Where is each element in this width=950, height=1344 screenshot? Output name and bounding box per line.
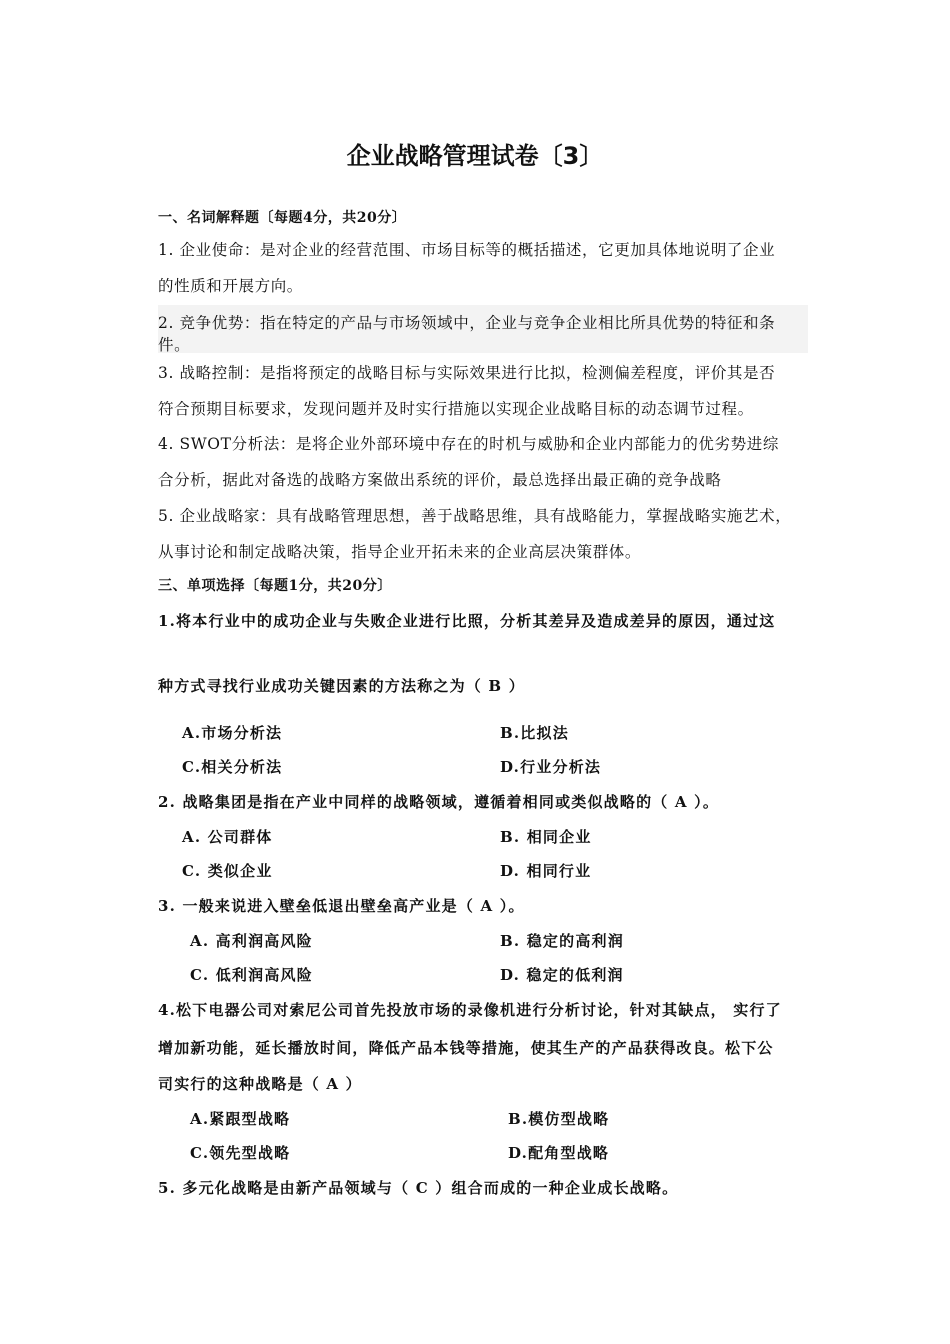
question-4-option-d: D.配角型战略 bbox=[508, 1144, 610, 1162]
term-3-line-2: 符合预期目标要求，发现问题并及时实行措施以实现企业战略目标的动态调节过程。 bbox=[158, 400, 754, 418]
question-1-option-a: A.市场分析法 bbox=[182, 724, 283, 742]
question-4-line-3: 司实行的这种战略是（ A ） bbox=[158, 1075, 362, 1093]
term-1-line-2: 的性质和开展方向。 bbox=[158, 277, 303, 295]
question-3-line-1: 3. 一般来说进入壁垒低退出壁垒高产业是（ A ）。 bbox=[158, 897, 525, 915]
question-2-option-d: D. 相同行业 bbox=[500, 862, 592, 880]
term-4-line-1: 4. SWOT分析法：是将企业外部环境中存在的时机与威胁和企业内部能力的优劣势进综 bbox=[158, 435, 779, 453]
question-1-option-d: D.行业分析法 bbox=[500, 758, 602, 776]
question-3-option-b: B. 稳定的高利润 bbox=[500, 932, 624, 950]
term-2-line-2: 件。 bbox=[158, 336, 191, 354]
question-2-option-b: B. 相同企业 bbox=[500, 828, 592, 846]
question-5-line-1: 5. 多元化战略是由新产品领域与（ C ）组合而成的一种企业成长战略。 bbox=[158, 1179, 679, 1197]
term-4-line-2: 合分析，据此对备选的战略方案做出系统的评价，最总选择出最正确的竞争战略 bbox=[158, 471, 722, 489]
question-3-option-c: C. 低利润高风险 bbox=[190, 966, 313, 984]
term-5-line-1: 5. 企业战略家：具有战略管理思想，善于战略思维，具有战略能力，掌握战略实施艺术， bbox=[158, 507, 792, 525]
question-4-line-2: 增加新功能，延长播放时间，降低产品本钱等措施，使其生产的产品获得改良。松下公 bbox=[158, 1039, 774, 1057]
page-title: 企业战略管理试卷〔3〕 bbox=[346, 142, 604, 170]
question-4-option-b: B.模仿型战略 bbox=[508, 1110, 610, 1128]
term-3-line-1: 3. 战略控制：是指将预定的战略目标与实际效果进行比拟，检测偏差程度，评价其是否 bbox=[158, 364, 776, 382]
question-1-line-1: 1.将本行业中的成功企业与失败企业进行比照，分析其差异及造成差异的原因，通过这 bbox=[158, 612, 776, 630]
section-heading-terms: 一、名词解释题〔每题4分，共20分〕 bbox=[158, 210, 407, 226]
term-2-line-1: 2. 竞争优势：指在特定的产品与市场领域中，企业与竞争企业相比所具优势的特征和条 bbox=[158, 314, 776, 332]
question-4-option-c: C.领先型战略 bbox=[190, 1144, 291, 1162]
question-2-option-c: C. 类似企业 bbox=[182, 862, 273, 880]
question-3-option-a: A. 高利润高风险 bbox=[190, 932, 313, 950]
question-1-line-2: 种方式寻找行业成功关键因素的方法称之为（ B ） bbox=[158, 677, 525, 695]
question-1-option-c: C.相关分析法 bbox=[182, 758, 283, 776]
term-1-line-1: 1. 企业使命：是对企业的经营范围、市场目标等的概括描述，它更加具体地说明了企业 bbox=[158, 241, 776, 259]
term-5-line-2: 从事讨论和制定战略决策，指导企业开拓未来的企业高层决策群体。 bbox=[158, 543, 642, 561]
question-1-option-b: B.比拟法 bbox=[500, 724, 569, 742]
question-4-line-1: 4.松下电器公司对索尼公司首先投放市场的录像机进行分析讨论，针对其缺点， 实行了 bbox=[158, 1001, 782, 1019]
question-2-option-a: A. 公司群体 bbox=[182, 828, 273, 846]
question-3-option-d: D. 稳定的低利润 bbox=[500, 966, 624, 984]
question-4-option-a: A.紧跟型战略 bbox=[190, 1110, 291, 1128]
section-heading-choice: 三、单项选择〔每题1分，共20分〕 bbox=[158, 578, 392, 594]
question-2-line-1: 2. 战略集团是指在产业中同样的战略领域，遵循着相同或类似战略的（ A ）。 bbox=[158, 793, 720, 811]
